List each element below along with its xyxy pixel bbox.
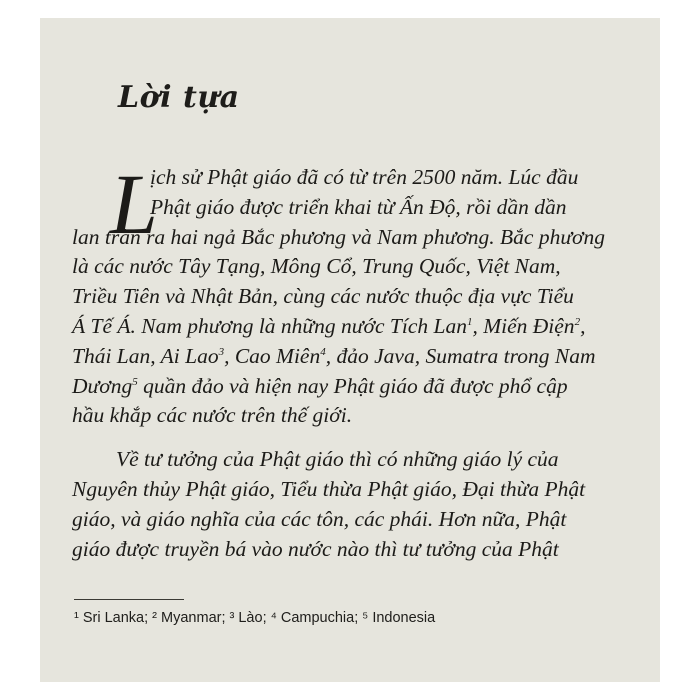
paragraph-gap — [72, 431, 642, 445]
text-line: giáo được truyền bá vào nước nào thì tư tưởng của Phật — [72, 536, 559, 561]
text-segment: , Cao Miên — [224, 343, 321, 368]
footnote-rule — [74, 599, 184, 600]
text-line — [72, 342, 642, 372]
book-page — [40, 18, 660, 682]
text-line: là các nước Tây Tạng, Mông Cổ, Trung Quốc, Việt Nam, — [72, 254, 561, 279]
drop-cap: L — [110, 156, 158, 252]
footnote-text: ¹ Sri Lanka; ² Myanmar; ³ Lào; ⁴ Campuchia; ⁵ Indonesia — [74, 610, 436, 626]
text-line — [72, 372, 642, 402]
text-line: ịch sử Phật giáo đã có từ trên 2500 năm. Lúc đầu — [150, 165, 579, 189]
footnote-marker: 2 — [574, 315, 581, 328]
text-segment: , Miến Điện — [472, 313, 575, 338]
text-segment: quần đảo và hiện nay Phật giáo đã được phổ cập — [137, 373, 568, 398]
text-segment: Á Tế Á. Nam phương là những nước Tích Lan — [72, 313, 467, 338]
text-line: lan tràn ra hai ngả Bắc phương và Nam phương. Bắc phương — [72, 224, 606, 249]
footnote-marker: 4 — [320, 345, 326, 358]
text-line: hầu khắp các nước trên thế giới. — [72, 403, 353, 428]
text-segment: , — [580, 313, 586, 338]
text-line: Triều Tiên và Nhật Bản, cùng các nước thuộc địa vực Tiểu — [72, 284, 574, 309]
text-segment: , đảo Java, Sumatra trong Nam — [325, 343, 596, 368]
text-segment: Thái Lan, Ai Lao — [72, 343, 219, 368]
text-line: Về tư tưởng của Phật giáo thì có những giáo lý của — [116, 447, 559, 472]
footnote-marker: 5 — [132, 375, 138, 388]
text-line: giáo, và giáo nghĩa của các tôn, các phái. Hơn nữa, Phật — [72, 506, 567, 531]
body-text — [72, 156, 642, 564]
text-segment: Dương — [72, 373, 133, 398]
page-heading: Lời tựa — [118, 80, 240, 115]
footnote-marker: 1 — [466, 315, 473, 328]
text-line: Phật giáo được triển khai từ Ấn Độ, rồi dần dần — [150, 194, 567, 219]
text-line: Nguyên thủy Phật giáo, Tiểu thừa Phật giáo, Đại thừa Phật — [72, 476, 586, 501]
footnote-marker: 3 — [218, 345, 225, 358]
text-line — [72, 312, 642, 342]
